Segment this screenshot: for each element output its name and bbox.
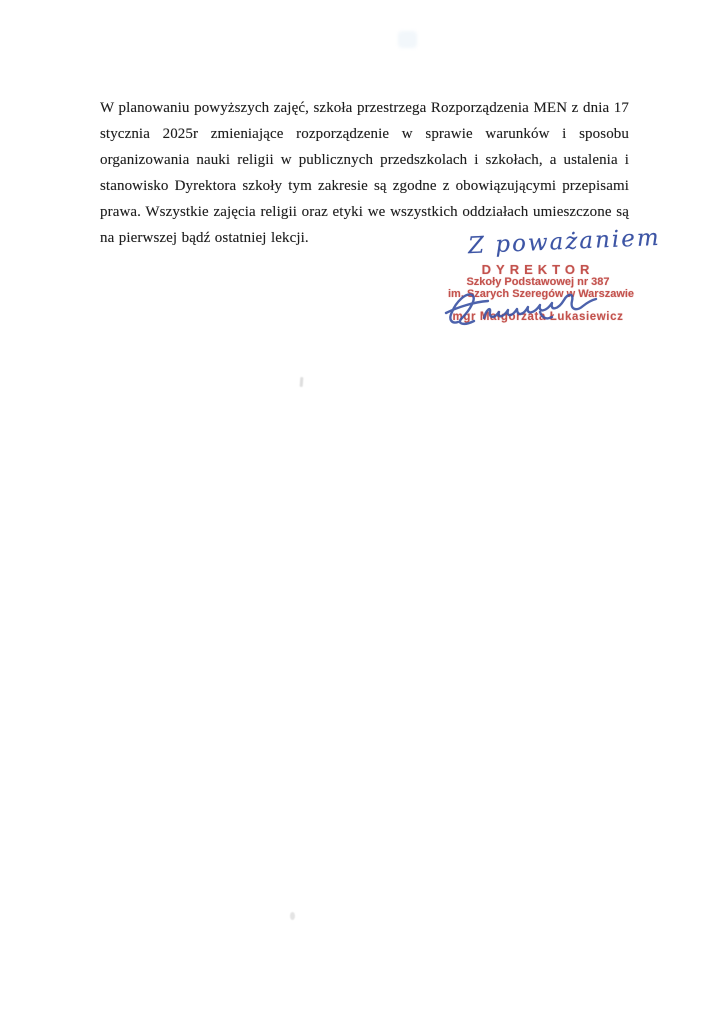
scan-artifact-speck: [290, 912, 295, 920]
scan-artifact-speck: [300, 377, 304, 387]
document-paragraph: W planowaniu powyższych zajęć, szkoła przestrzega Rozporządzenia MEN z dnia 17 stycznia 2025r zmieniające rozporządzenie w sprawie warunków i sposobu organizowania nauki religii w publicznych przedszkolach i szkołach, a ustalenia i stanowisko Dyrektora szkoły tym zakresie są zgodne z obowiązującymi przepisami prawa. Wszystkie zajęcia religii oraz etyki we wszystkich oddziałach umieszczone są na pierwszej bądź ostatniej lekcji.: [100, 100, 629, 246]
handwritten-signature-icon: [444, 288, 635, 332]
scan-artifact-smudge: [398, 31, 417, 48]
handwritten-closing: Z poważaniem: [467, 224, 662, 260]
stamp-title: DYREKTOR: [481, 262, 595, 277]
stamp-school-patron: im. Szarych Szeregów w Warszawie: [448, 288, 635, 300]
stamp-school-name: Szkoły Podstawowej nr 387: [466, 276, 610, 288]
stamp-director-name: mgr Małgorzata Łukasiewicz: [452, 311, 624, 323]
